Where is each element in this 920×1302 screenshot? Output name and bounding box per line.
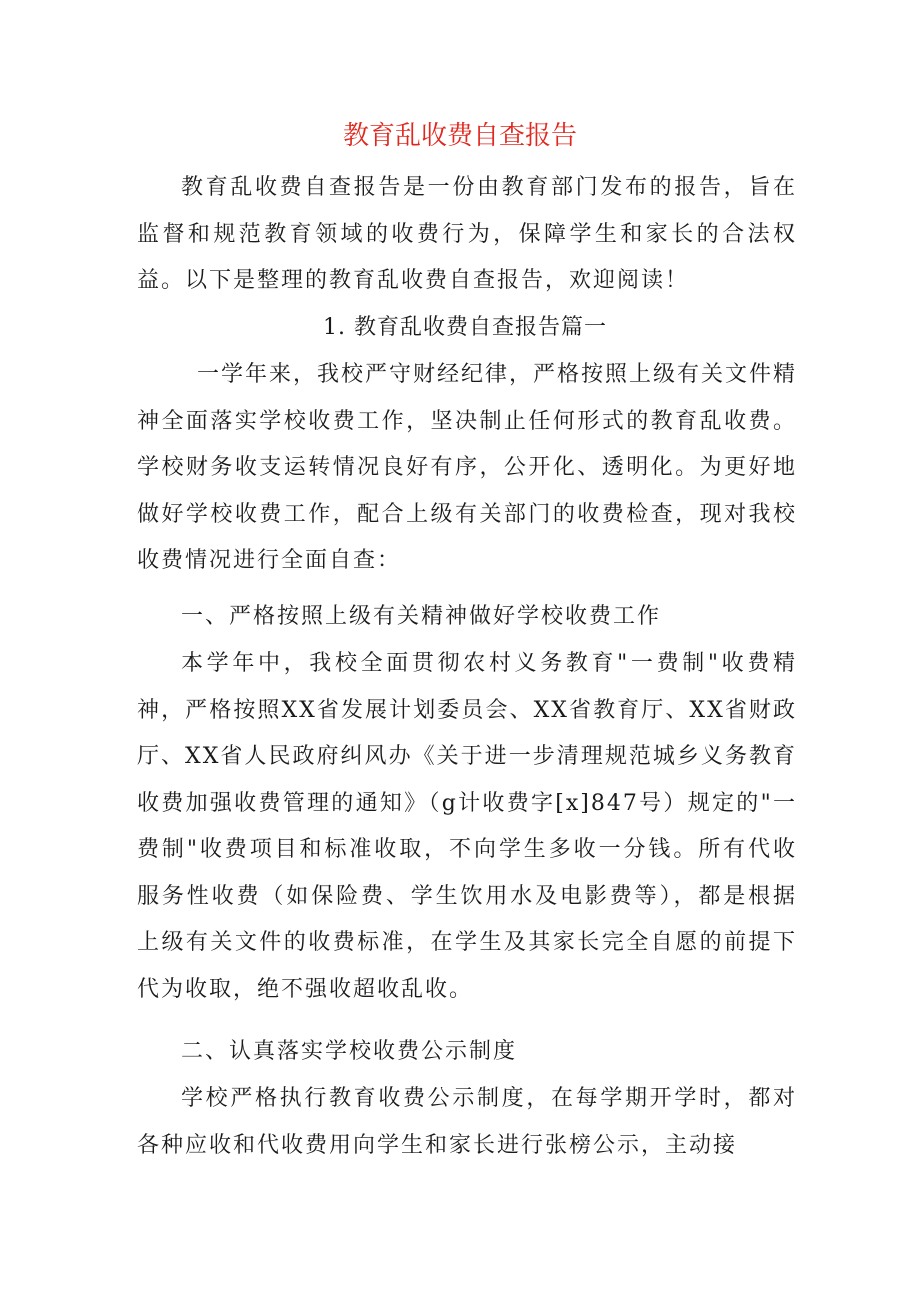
intro-paragraph: 教育乱收费自查报告是一份由教育部门发布的报告，旨在监督和规范教育领域的收费行为，保障学生和家长的合法权益。以下是整理的教育乱收费自查报告，欢迎阅读！ [137, 175, 797, 293]
heading-2-body: 学校严格执行教育收费公示制度，在每学期开学时，都对各种应收和代收费用向学生和家长进行张榜公示，主动接 [137, 1086, 797, 1158]
heading-2: 二、认真落实学校收费公示制度 [181, 1039, 518, 1064]
heading-1: 一、严格按照上级有关精神做好学校收费工作 [181, 604, 662, 629]
section-1-title: 1. 教育乱收费自查报告篇一 [323, 315, 607, 340]
heading-1-body: 本学年中，我校全面贯彻农村义务教育"一费制"收费精神，严格按照XX省发展计划委员会、XX省教育厅、XX省财政厅、XX省人民政府纠风办《关于进一步清理规范城乡义务教育收费加强收费管理的通知》（g计收费字[x]847号）规定的"一费制"收费项目和标准收取，不向学生多收一分钱。所有代收服务性收费（如保险费、学生饮用水及电影费等），都是根据上级有关文件的收费标准，在学生及其家长完全自愿的前提下代为收取，绝不强收超收乱收。 [137, 651, 797, 1002]
section-1-body: 一学年来，我校严守财经纪律，严格按照上级有关文件精神全面落实学校收费工作，坚决制止任何形式的教育乱收费。学校财务收支运转情况良好有序，公开化、透明化。为更好地做好学校收费工作，配合上级有关部门的收费检查，现对我校收费情况进行全面自查： [137, 362, 798, 573]
document-title: 教育乱收费自查报告 [342, 121, 577, 151]
